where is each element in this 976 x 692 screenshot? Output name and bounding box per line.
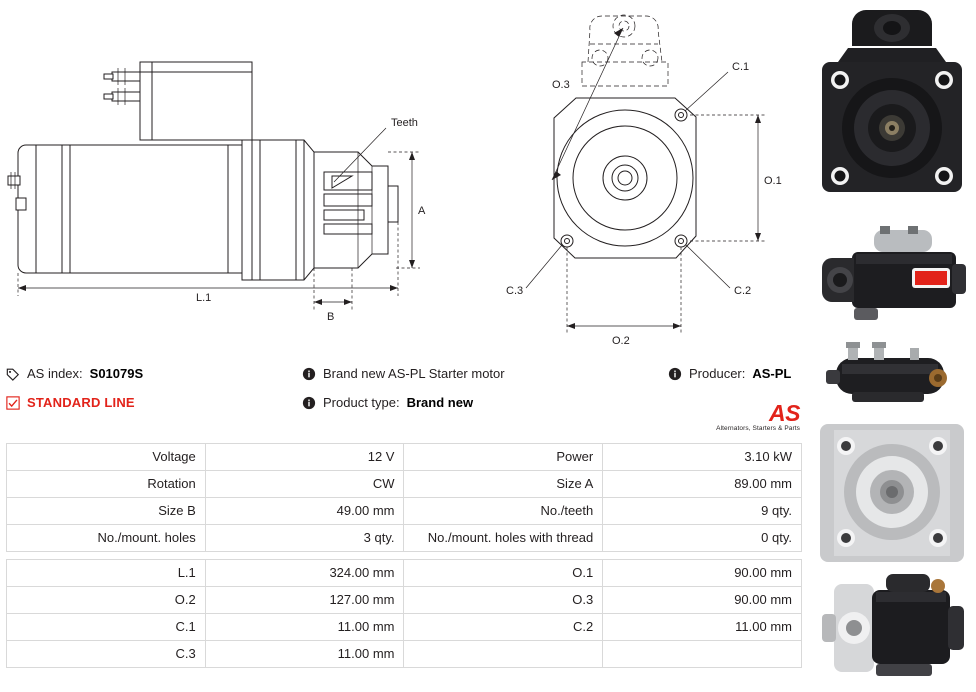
spec-key: C.2 xyxy=(404,614,603,641)
brand-new-row xyxy=(302,366,622,382)
product-photo-3[interactable] xyxy=(812,338,972,416)
starter-side-view-drawing xyxy=(0,0,440,362)
spec-key: No./mount. holes with thread xyxy=(404,525,603,552)
table-row xyxy=(7,560,802,587)
dimension-l1-label: L.1 xyxy=(196,292,212,304)
dimension-b-label: B xyxy=(327,311,335,323)
table-row xyxy=(7,641,802,668)
dimension-c1-label: C.1 xyxy=(732,61,750,73)
info-icon xyxy=(302,367,316,381)
spec-key: C.1 xyxy=(7,614,206,641)
as-index-value: S01079S xyxy=(89,366,144,381)
table-row xyxy=(7,471,802,498)
spec-key: O.2 xyxy=(7,587,206,614)
table-row xyxy=(7,525,802,552)
spec-value-empty xyxy=(603,641,802,668)
table-spacer-row xyxy=(7,552,802,560)
table-row xyxy=(7,614,802,641)
spec-key: Rotation xyxy=(7,471,206,498)
info-column-left xyxy=(6,366,296,424)
spec-value: 90.00 mm xyxy=(603,560,802,587)
table-row xyxy=(7,498,802,525)
info-column-middle xyxy=(302,366,622,424)
info-icon xyxy=(302,396,316,410)
aspl-logo-mark: AS xyxy=(769,400,800,426)
starter-motor-side-view-dark xyxy=(812,224,972,334)
starter-motor-rear-angle-view xyxy=(812,570,972,688)
spec-value: 11.00 mm xyxy=(205,614,404,641)
spec-key: No./teeth xyxy=(404,498,603,525)
spec-value: CW xyxy=(205,471,404,498)
spec-value: 0 qty. xyxy=(603,525,802,552)
spec-key: Size A xyxy=(404,471,603,498)
product-type-value: Brand new xyxy=(406,395,474,410)
product-photo-5[interactable] xyxy=(812,570,972,688)
spec-value: 49.00 mm xyxy=(205,498,404,525)
as-index-label: AS index: xyxy=(27,366,83,381)
dimension-o2-label: O.2 xyxy=(612,335,630,347)
tag-icon xyxy=(6,367,20,381)
spec-key-empty xyxy=(404,641,603,668)
standard-line-row xyxy=(6,395,296,411)
product-photo-4[interactable] xyxy=(812,420,972,566)
table-row xyxy=(7,587,802,614)
product-photo-1[interactable] xyxy=(812,4,972,220)
starter-motor-solenoid-top-view xyxy=(812,338,972,416)
brand-new-text: Brand new AS-PL Starter motor xyxy=(323,366,505,381)
info-column-right xyxy=(668,366,806,432)
spec-key: Voltage xyxy=(7,444,206,471)
dimension-o3-label: O.3 xyxy=(552,79,570,91)
spec-value: 3 qty. xyxy=(205,525,404,552)
standard-line-label: STANDARD LINE xyxy=(27,395,135,410)
starter-front-view-drawing xyxy=(440,0,806,362)
aspl-logo xyxy=(692,402,800,432)
spec-key: O.1 xyxy=(404,560,603,587)
spec-key: C.3 xyxy=(7,641,206,668)
producer-value: AS-PL xyxy=(752,366,792,381)
product-info-block xyxy=(0,366,806,438)
spec-value: 3.10 kW xyxy=(603,444,802,471)
spec-key: O.3 xyxy=(404,587,603,614)
starter-motor-drive-end-view xyxy=(812,4,972,220)
table-row xyxy=(7,444,802,471)
spec-value: 89.00 mm xyxy=(603,471,802,498)
starter-motor-mounting-flange-view xyxy=(812,420,972,566)
dimension-o1-label: O.1 xyxy=(764,175,782,187)
specification-table xyxy=(6,443,802,668)
spec-value: 12 V xyxy=(205,444,404,471)
spec-value: 11.00 mm xyxy=(603,614,802,641)
spec-key: Size B xyxy=(7,498,206,525)
dimension-c3-label: C.3 xyxy=(506,285,524,297)
product-photo-2[interactable] xyxy=(812,224,972,334)
spec-value: 127.00 mm xyxy=(205,587,404,614)
spec-value: 11.00 mm xyxy=(205,641,404,668)
technical-drawings xyxy=(0,0,806,362)
as-index-row xyxy=(6,366,296,382)
producer-label: Producer: xyxy=(689,366,746,381)
dimension-a-label: A xyxy=(418,205,426,217)
dimension-c2-label: C.2 xyxy=(734,285,752,297)
spec-value: 90.00 mm xyxy=(603,587,802,614)
spec-key: No./mount. holes xyxy=(7,525,206,552)
producer-row xyxy=(668,366,806,382)
spec-key: Power xyxy=(404,444,603,471)
product-type-row xyxy=(302,395,622,411)
product-photos xyxy=(806,0,976,692)
spec-value: 324.00 mm xyxy=(205,560,404,587)
spec-value: 9 qty. xyxy=(603,498,802,525)
info-icon xyxy=(668,367,682,381)
teeth-label: Teeth xyxy=(391,117,418,129)
product-type-label: Product type: xyxy=(323,395,400,410)
checkbox-icon xyxy=(6,396,20,410)
aspl-logo-subtitle: Alternators, Starters & Parts xyxy=(716,425,800,432)
spec-key: L.1 xyxy=(7,560,206,587)
